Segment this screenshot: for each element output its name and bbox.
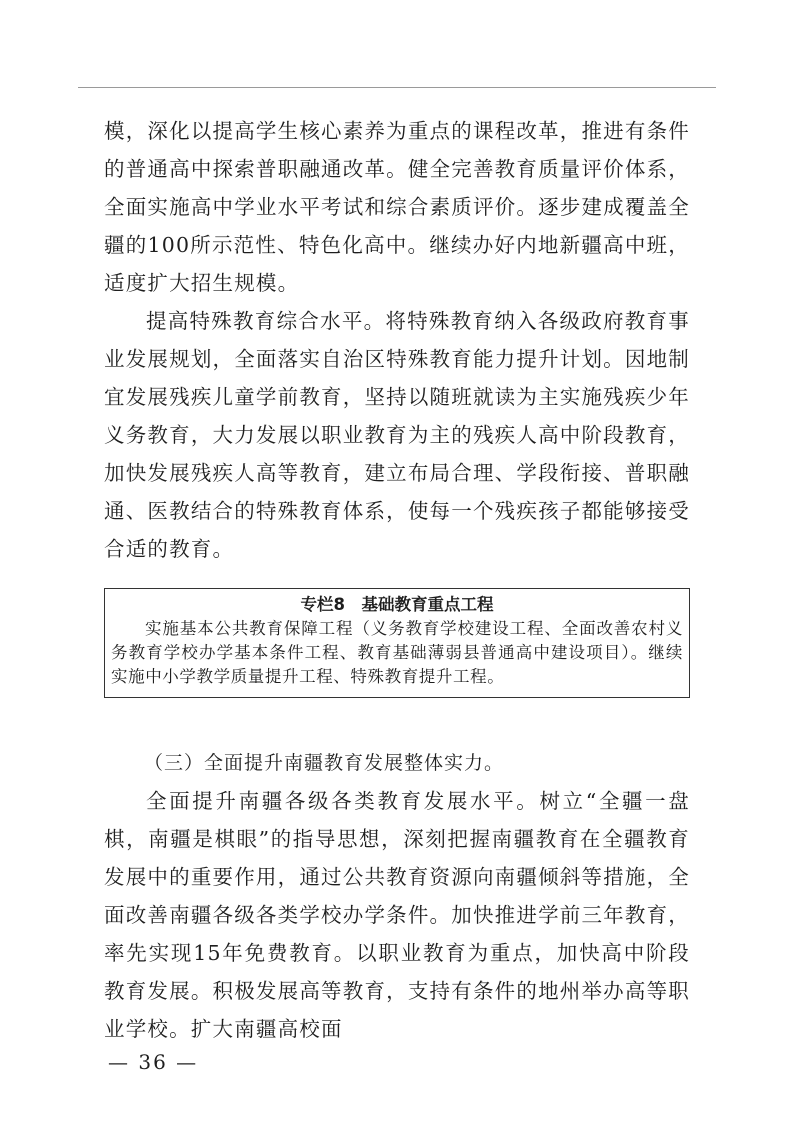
page-body xyxy=(104,112,690,1048)
paragraph-special-education: 提高特殊教育综合水平。将特殊教育纳入各级政府教育事业发展规划，全面落实自治区特殊教育能力提升计划。因地制宜发展残疾儿童学前教育，坚持以随班就读为主实施残疾少年义务教育，大力发展以职业教育为主的残疾人高中阶段教育，加快发展残疾人高等教育，建立布局合理、学段衔接、普职融通、医教结合的特殊教育体系，使每一个残疾孩子都能够接受合适的教育。 xyxy=(104,309,690,561)
page-number: — 36 — xyxy=(108,1050,199,1074)
sidebar-box xyxy=(104,588,690,698)
paragraph-continued: 模，深化以提高学生核心素养为重点的课程改革，推进有条件的普通高中探索普职融通改革。健全完善教育质量评价体系，全面实施高中学业水平考试和综合素质评价。逐步建成覆盖全疆的100所示范性、特色化高中。继续办好内地新疆高中班，适度扩大招生规模。 xyxy=(104,119,690,295)
section-heading: （三）全面提升南疆教育发展整体实力。 xyxy=(144,752,505,774)
box-title: 专栏8 基础教育重点工程 xyxy=(300,595,494,614)
box-body: 实施基本公共教育保障工程（义务教育学校建设工程、全面改善农村义务教育学校办学基本条件工程、教育基础薄弱县普通高中建设项目）。继续实施中小学教学质量提升工程、特殊教育提升工程。 xyxy=(111,619,683,686)
header-rule xyxy=(78,87,716,88)
paragraph-southern-xinjiang: 全面提升南疆各级各类教育发展水平。树立“全疆一盘棋，南疆是棋眼”的指导思想，深刻把握南疆教育在全疆教育发展中的重要作用，通过公共教育资源向南疆倾斜等措施，全面改善南疆各级各类学校办学条件。加快推进学前三年教育，率先实现15年免费教育。以职业教育为重点，加快高中阶段教育发展。积极发展高等教育，支持有条件的地州举办高等职业学校。扩大南疆高校面 xyxy=(104,789,690,1041)
